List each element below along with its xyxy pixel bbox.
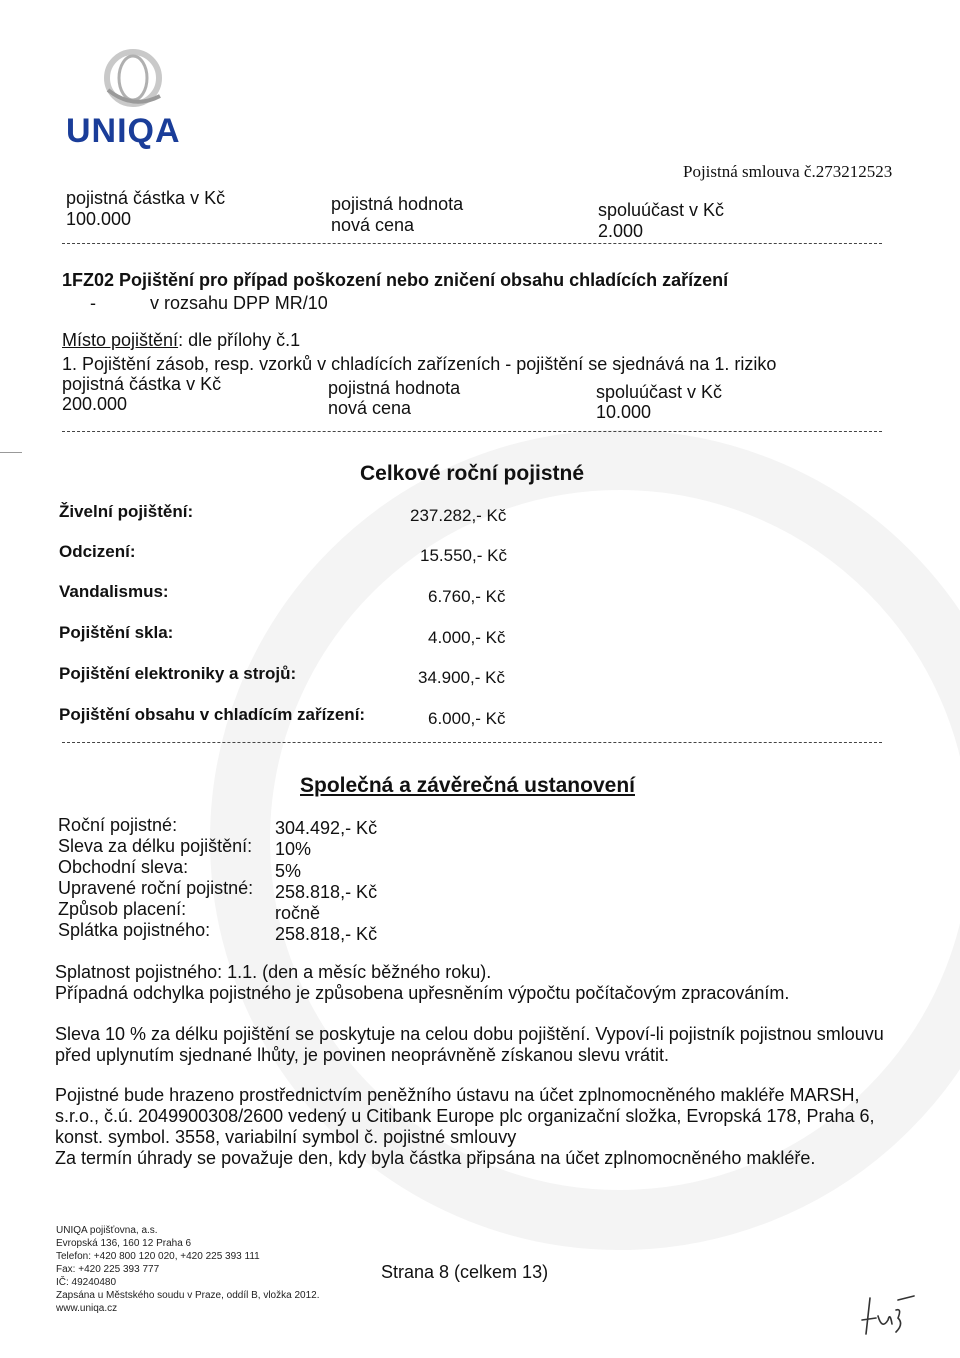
payment-info-3: konst. symbol. 3558, variabilní symbol č. pojistné smlouvy [55,1127,517,1147]
sum-label-2: pojistná částka v Kč [62,374,222,394]
payment-info-2: s.r.o., č.ú. 2049900308/2600 vedený u Citibank Europe plc organizační složka, Evropská 178, Praha 6, [55,1106,875,1126]
place-value: : dle přílohy č.1 [178,330,301,350]
payment-due-text: Splatnost pojistného: 1.1. (den a měsíc běžného roku). [55,962,492,982]
footer-line: Telefon: +420 800 120 020, +420 225 393 111 [56,1251,260,1262]
footer-company [56,1224,320,1315]
deduct-label-2: spoluúčast v Kč [596,382,723,402]
divider [62,243,882,244]
final-row-label: Splátka pojistného: [58,920,211,940]
value-label-2: pojistná hodnota [328,378,461,398]
footer-line: www.uniqa.cz [56,1303,118,1314]
annual-heading: Celkové roční pojistné [360,462,585,485]
final-row-label: Obchodní sleva: [58,857,189,877]
footer-line: Zapsána u Městského soudu v Praze, oddíl B, vložka 2012. [56,1290,320,1301]
scan-edge-mark [0,452,22,453]
final-row-label: Sleva za délku pojištění: [58,836,253,856]
value-value-2: nová cena [328,398,412,418]
final-row-label: Způsob placení: [58,899,187,919]
final-heading: Společná a závěrečná ustanovení [300,774,635,797]
value-value-1: nová cena [331,215,415,235]
place-label: Místo pojištění [62,330,179,350]
final-row-value: 258.818,- Kč [275,924,378,944]
final-row-value: 304.492,- Kč [275,818,378,838]
annual-row-value: 34.900,- Kč [418,668,505,687]
final-row-value: 258.818,- Kč [275,882,378,902]
section-title: 1FZ02 Pojištění pro případ poškození nebo zničení obsahu chladících zařízení [62,270,729,290]
footer-line: UNIQA pojišťovna, a.s. [56,1225,158,1236]
deduct-label-1: spoluúčast v Kč [598,200,725,220]
deviation-text: Případná odchylka pojistného je způsobena upřesněním výpočtu počítačovým zpracováním. [55,983,790,1003]
contract-number: Pojistná smlouva č.273212523 [683,162,893,181]
annual-row-value: 4.000,- Kč [428,628,506,647]
sum-value-2: 200.000 [62,394,128,414]
footer-line: IČ: 49240480 [56,1277,117,1288]
annual-row-label: Pojištění obsahu v chladícím zařízení: [59,705,366,724]
page-number: Strana 8 (celkem 13) [381,1262,549,1282]
final-row-label: Upravené roční pojistné: [58,878,254,898]
discount-text-1: Sleva 10 % za délku pojištění se poskytuje na celou dobu pojištění. Vypoví-li pojistník pojistnou smlouvu [55,1024,884,1044]
annual-row-label: Pojištění skla: [59,623,174,642]
deduct-value-1: 2.000 [598,221,644,241]
footer-line: Evropská 136, 160 12 Praha 6 [56,1238,192,1249]
final-row-value: 5% [275,861,302,881]
uniqa-logo-icon [88,40,178,110]
annual-row-label: Vandalismus: [59,582,169,601]
annual-row-label: Odcizení: [59,542,136,561]
sum-label-1: pojistná částka v Kč [66,188,226,208]
discount-text-2: před uplynutím sjednané lhůty, je povinen neoprávněně získanou slevu vrátit. [55,1045,670,1065]
item-text: 1. Pojištění zásob, resp. vzorků v chladících zařízeních - pojištění se sjednává na 1. riziko [62,354,777,374]
footer-line: Fax: +420 225 393 777 [56,1264,160,1275]
annual-row-value: 6.760,- Kč [428,587,506,606]
payment-info-4: Za termín úhrady se považuje den, kdy byla částka připsána na účet zplnomocněného makléře. [55,1148,816,1168]
payment-info-1: Pojistné bude hrazeno prostřednictvím peněžního ústavu na účet zplnomocněného makléře MARSH, [55,1085,860,1105]
divider [62,431,882,432]
value-label-1: pojistná hodnota [331,194,464,214]
final-row-value: 10% [275,839,312,859]
divider [62,742,882,743]
signature [858,1290,918,1340]
annual-row-label: Pojištění elektroniky a strojů: [59,664,297,683]
scope-text: v rozsahu DPP MR/10 [150,293,328,313]
annual-row-value: 15.550,- Kč [420,546,507,565]
annual-row-label: Živelní pojištění: [59,502,194,521]
scope-dash: - [90,293,96,313]
final-row-label: Roční pojistné: [58,815,178,835]
final-row-value: ročně [275,903,321,923]
uniqa-logo-text: UNIQA [66,112,181,150]
annual-row-value: 6.000,- Kč [428,709,506,728]
sum-value-1: 100.000 [66,209,132,229]
annual-row-value: 237.282,- Kč [410,506,507,525]
deduct-value-2: 10.000 [596,402,652,422]
